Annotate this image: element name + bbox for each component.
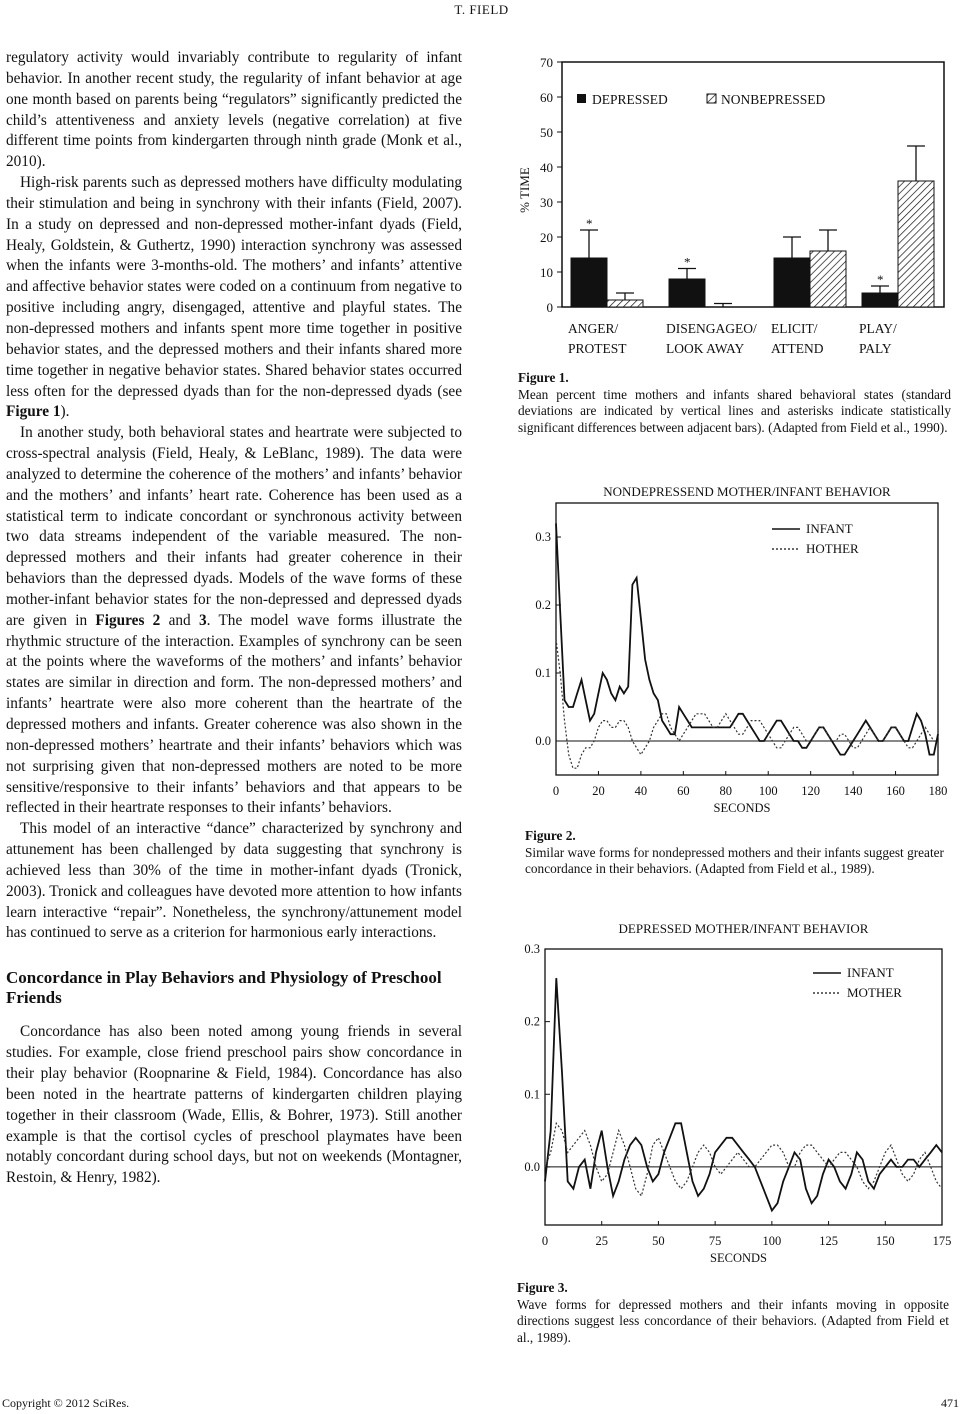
y-tick-label: 0.1 (535, 666, 551, 680)
figure-1-y-tick-label: 10 (540, 265, 553, 280)
y-tick-label: 0.2 (524, 1014, 540, 1029)
figure-3-caption (517, 1280, 949, 1346)
paragraph-3-text-mid: and (160, 611, 199, 629)
figure-2-title: NONDEPRESSEND MOTHER/INFANT BEHAVIOR (603, 484, 891, 499)
mother-series-line (545, 1123, 942, 1196)
section-heading: Concordance in Play Behaviors and Physiology of Preschool Friends (6, 968, 442, 1008)
figure-1-y-tick-label: 50 (540, 125, 553, 140)
y-tick-label: 0.2 (535, 598, 551, 612)
figure-1-bar-nondepressed (810, 251, 846, 307)
figure-1-bar-depressed (571, 258, 607, 307)
figure-1-bar-depressed (669, 279, 705, 307)
figure-1 (512, 50, 957, 365)
x-tick-label: 25 (595, 1234, 608, 1248)
legend-mother-label: MOTHER (847, 985, 902, 1000)
x-tick-label: 20 (592, 784, 605, 798)
figure-1-significance-star: * (684, 254, 691, 270)
figure-1-bar-depressed (774, 258, 810, 307)
x-tick-label: 40 (634, 784, 648, 798)
paragraph-2-text-b: ). (60, 403, 70, 421)
figure-1-y-tick-label: 40 (540, 160, 553, 175)
figure-2-reference[interactable]: Figures 2 (95, 611, 161, 629)
y-tick-label: 0.1 (524, 1087, 540, 1102)
paragraph-3-text-b: . The model wave forms illustrate the rhythmic structure of the interaction. Examples of synchrony can be seen at the points where the waveforms of the mothers’ and infants’ behavior states are similar in direction and form. The non-depressed mothers’ and infants’ heartrate were also more coherent than the heartrate of the depressed mothers and infants. Greater coherence was also shown in the non-depressed mothers’ heartrate and their infants’ behaviors which was not surprising given that non-depressed mothers are noted to be more sensitive/responsive to their infants’ behaviors and that appears to be reflected in their heartrate responses to their infants’ behaviors. (6, 611, 463, 817)
figure-2-plot-frame (556, 503, 938, 775)
figure-2-caption-text: Similar wave forms for nondepressed mothers and their infants suggest greater concordance in their behaviors. (Adapted from Field et al., 1989). (525, 844, 944, 877)
x-tick-label: 140 (843, 784, 863, 798)
figure-1-category-label-line2: PROTEST (568, 341, 627, 356)
figure-1-category-label-line1: PLAY/ (859, 321, 897, 336)
figure-1-y-tick-label: 20 (540, 230, 553, 245)
x-tick-label: 100 (762, 1234, 782, 1248)
x-tick-label: 50 (652, 1234, 665, 1248)
figure-1-legend-swatch-depressed (577, 94, 586, 103)
paragraph-2 (6, 173, 462, 423)
figure-2 (514, 475, 948, 815)
legend-infant-label: INFANT (847, 965, 894, 980)
y-tick-label: 0.3 (524, 942, 540, 956)
paragraph-4: This model of an interactive “dance” characterized by synchrony and attunement has been challenged by data suggesting that synchrony is achieved less than 30% of the time in mother-infant dyads (Tronick, 2003). Tronick and colleagues have devoted more attention to how infants learn interactive “repair”. Nonetheless, the synchrony/attunement model has continued to serve as a criterion for harmonious early interactions. (6, 820, 462, 942)
figure-1-legend-depressed: DEPRESSED (592, 92, 668, 107)
figure-1-y-tick-label: 70 (540, 55, 553, 70)
x-tick-label: 125 (819, 1234, 838, 1248)
figure-1-y-axis-label: % TIME (517, 167, 532, 213)
legend-mother-label: HOTHER (806, 541, 859, 556)
x-tick-label: 75 (708, 1234, 722, 1248)
figure-2-caption-title: Figure 2. (525, 828, 576, 843)
y-tick-label: 0.0 (524, 1159, 540, 1174)
figure-1-bar-depressed (862, 293, 898, 307)
paragraph-2-text-a: High-risk parents such as depressed mothers have difficulty modulating their stimulation and being in synchrony with their infants (Field, 2007). In a study on depressed and non-depressed mother-infant dyads (Field, Healy, Goldstein, & Guthertz, 1990) interaction synchrony was assessed when the infants were 3-months-old. The mothers’ and infants’ attentive and affective behavior states were coded on a continuum from negative to positive including angry, disengaged, attentive and playful states. The non-depressed mothers and infants spent more time together in positive behavior states, and the depressed mothers and their infants shared more time together in negative behavior states. Shared behavior states occurred less often for the depressed dyads than for the non-depressed dyads (see (6, 174, 462, 400)
figure-1-significance-star: * (877, 272, 884, 287)
figure-1-chart (512, 50, 957, 365)
paragraph-3 (6, 423, 462, 819)
running-header: T. FIELD (454, 2, 509, 17)
figure-1-category-label-line2: ATTEND (771, 341, 824, 356)
footer-copyright: Copyright © 2012 SciRes. (2, 1396, 130, 1410)
figure-1-bar-nondepressed (607, 300, 643, 307)
infant-series-line (556, 523, 938, 754)
figure-1-y-tick-label: 30 (540, 195, 553, 210)
paragraph-5: Concordance has also been noted among young friends in several studies. For example, close friend preschool pairs show concordance in their play behavior (Roopnarine & Field, 1984). Concordance has also been noted in the heartrate patterns of kindergarten children playing together in their classroom (Wade, Ellis, & Bohrer, 1973). Still another example is that the cortisol cycles of preschool playmates have been notably concordant during school days, but not on weekends (Montagner, Restoin, & Henry, 1982). (6, 1023, 462, 1187)
mother-series-line (556, 639, 938, 768)
figure-1-category-label-line2: LOOK AWAY (666, 341, 745, 356)
figure-3-x-axis-label: SECONDS (710, 1251, 767, 1265)
x-tick-label: 150 (875, 1234, 895, 1248)
figure-1-legend-swatch-nondepressed (707, 94, 716, 103)
figure-1-category-label-line1: ANGER/ (568, 321, 619, 336)
x-tick-label: 100 (758, 784, 778, 798)
page-number: 471 (941, 1396, 959, 1410)
figure-1-category-label-line1: DISENGAGEO/ (666, 321, 757, 336)
figure-2-x-axis-label: SECONDS (713, 801, 771, 815)
x-tick-label: 80 (719, 784, 733, 798)
y-tick-label: 0.3 (535, 530, 551, 544)
legend-infant-label: INFANT (806, 521, 853, 536)
figure-1-caption-title: Figure 1. (518, 370, 569, 385)
x-tick-label: 180 (928, 784, 948, 798)
paragraph-3-text-a: In another study, both behavioral states and heartrate were subjected to cross-spectral analysis (Field, Healy, & LeBlanc, 1989). The data were analyzed to determine the coherence of the mothers’ and infants’ behavior and the mothers’ and infants’ heart rate. Coherence has been used as a statistical term to indicate concordant or synchronous activity between two data streams independent of the variable measured. The non-depressed mothers and their infants had greater coherence in their behaviors than the depressed dyads. Models of the wave forms of these mother-infant behavior states for the non-depressed and depressed dyads are given in (6, 424, 462, 629)
figure-3-chart (508, 915, 954, 1271)
figure-1-category-label-line2: PALY (859, 341, 892, 356)
paragraph-1: regulatory activity would invariably contribute to regularity of infant behavior. In another recent study, the regularity of infant behavior at age one month based on parents being “regulators” significantly predicted the child’s attentiveness and anxiety levels (negative correlation) at five different time points from kindergarten through ninth grade (Monk et al., 2010). (6, 49, 462, 171)
figure-1-caption (518, 370, 951, 436)
figure-1-category-label-line1: ELICIT/ (771, 321, 818, 336)
figure-3-reference[interactable]: 3 (198, 611, 207, 629)
figure-3-title: DEPRESSED MOTHER/INFANT BEHAVIOR (618, 921, 869, 936)
figure-1-y-tick-label: 0 (546, 300, 553, 315)
figure-1-bar-nondepressed (898, 181, 934, 307)
figure-3-caption-title: Figure 3. (517, 1280, 568, 1295)
figure-1-significance-star: * (586, 216, 593, 231)
left-column (6, 48, 462, 1189)
figure-3-caption-text: Wave forms for depressed mothers and their infants moving in opposite directions suggest less concordance of their behaviors. (Adapted from Field et al., 1989). (517, 1296, 949, 1345)
figure-1-caption-text: Mean percent time mothers and infants shared behavioral states (standard deviations are indicated by vertical lines and asterisks indicate statistically significant differences between adjacent bars). (Adapted from Field et al., 1990). (518, 386, 951, 435)
x-tick-label: 60 (677, 784, 690, 798)
x-tick-label: 160 (886, 784, 905, 798)
y-tick-label: 0.0 (535, 734, 551, 748)
x-tick-label: 120 (801, 784, 821, 798)
figure-2-caption (525, 828, 944, 878)
figure-3 (508, 915, 954, 1271)
figure-1-legend-nondepressed: NONBEPRESSED (721, 92, 826, 107)
x-tick-label: 0 (552, 784, 560, 798)
infant-series-line (545, 978, 942, 1210)
x-tick-label: 0 (541, 1234, 549, 1248)
x-tick-label: 175 (932, 1234, 952, 1248)
figure-1-reference[interactable]: Figure 1 (6, 403, 61, 421)
figure-1-y-tick-label: 60 (540, 90, 553, 105)
figure-2-chart (514, 475, 948, 815)
